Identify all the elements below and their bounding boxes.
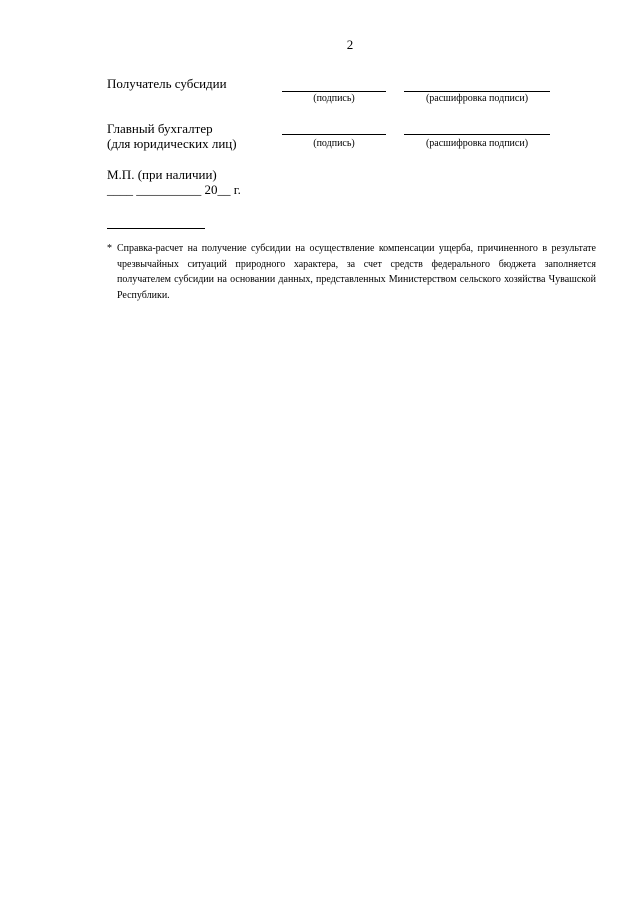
footnote: [107, 241, 596, 303]
recipient-label: Получатель субсидии: [107, 76, 227, 91]
chief-accountant-signature-caption: (подпись): [313, 138, 355, 149]
footnote-marker: *: [107, 243, 112, 254]
recipient-signature-line[interactable]: [282, 91, 386, 92]
recipient-decoding-caption: (расшифровка подписи): [425, 93, 529, 104]
date-line[interactable]: ____ __________ 20__ г.: [107, 182, 241, 197]
chief-accountant-decoding-caption: (расшифровка подписи): [425, 138, 529, 149]
page-number: 2: [346, 37, 354, 52]
recipient-signature-caption: (подпись): [313, 93, 355, 104]
chief-accountant-label: Главный бухгалтер: [107, 121, 213, 136]
footnote-text: Справка-расчет на получение субсидии на осуществление компенсации ущерба, причиненного в результате чрезвычайных ситуаций природного характера, за счет средств федерального бюджета заполняется получателем субсидии на основании данных, представленных Министерством сельского хозяйства Чувашской Республики.: [117, 243, 596, 301]
chief-accountant-decoding-line[interactable]: [404, 134, 550, 135]
recipient-decoding-line[interactable]: [404, 91, 550, 92]
chief-accountant-sublabel: (для юридических лиц): [107, 136, 237, 151]
chief-accountant-signature-line[interactable]: [282, 134, 386, 135]
footnote-separator: [107, 228, 205, 229]
stamp-label: М.П. (при наличии): [107, 167, 217, 182]
